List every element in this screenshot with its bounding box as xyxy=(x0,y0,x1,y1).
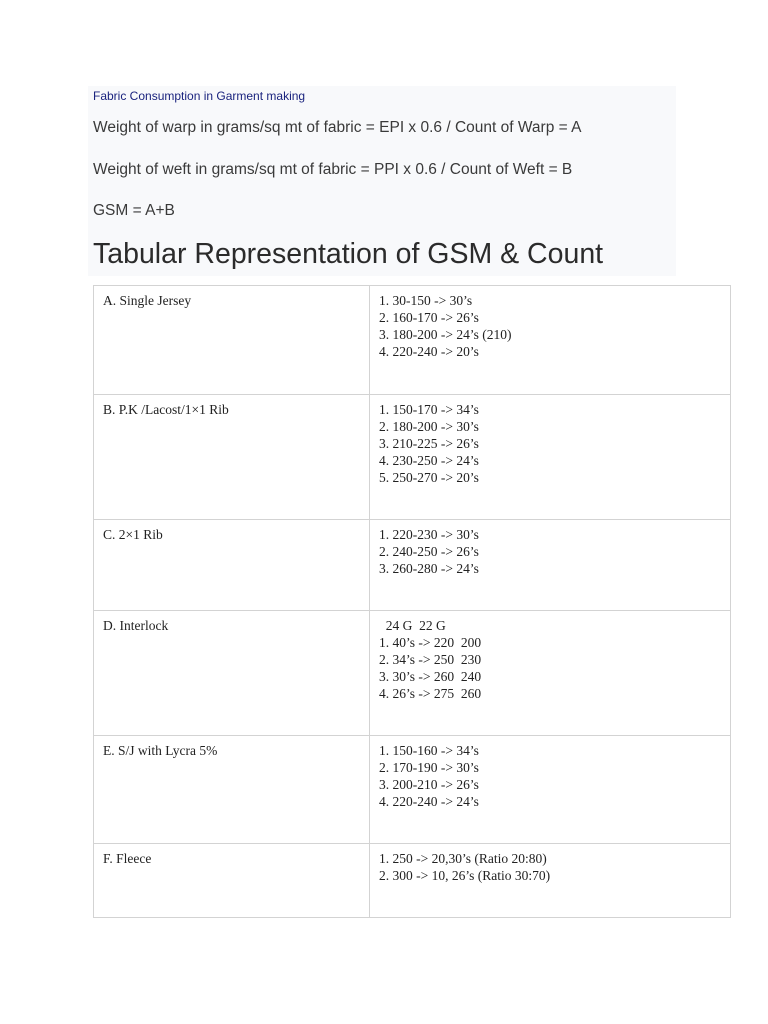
gsm-count-line: 1. 30-150 -> 30’s xyxy=(379,293,473,308)
gsm-count-line: 2. 160-170 -> 26’s xyxy=(379,310,479,325)
gsm-count-cell xyxy=(370,736,731,844)
gsm-count-line: 1. 220-230 -> 30’s xyxy=(379,527,479,542)
gsm-count-line: 1. 250 -> 20,30’s (Ratio 20:80) xyxy=(379,851,547,866)
gsm-count-line: 3. 210-225 -> 26’s xyxy=(379,436,479,451)
gsm-count-line: 1. 150-160 -> 34’s xyxy=(379,743,479,758)
gsm-count-table xyxy=(93,285,731,918)
table-row xyxy=(94,286,731,395)
fabric-name: F. Fleece xyxy=(103,851,152,866)
fabric-name: E. S/J with Lycra 5% xyxy=(103,743,218,758)
table-row xyxy=(94,844,731,918)
fabric-name: D. Interlock xyxy=(103,618,169,633)
gsm-count-line: 2. 300 -> 10, 26’s (Ratio 30:70) xyxy=(379,868,551,883)
fabric-cell xyxy=(94,395,370,520)
fabric-cell xyxy=(94,611,370,736)
gsm-count-line: 5. 250-270 -> 20’s xyxy=(379,470,479,485)
fabric-name: A. Single Jersey xyxy=(103,293,192,308)
gsm-count-line: 1. 150-170 -> 34’s xyxy=(379,402,479,417)
gsm-count-line: 4. 230-250 -> 24’s xyxy=(379,453,479,468)
fabric-name: B. P.K /Lacost/1×1 Rib xyxy=(103,402,229,417)
table-row xyxy=(94,520,731,611)
weft-weight-formula: Weight of weft in grams/sq mt of fabric = PPI x 0.6 / Count of Weft = B xyxy=(93,161,573,178)
gsm-count-line: 4. 26’s -> 275 260 xyxy=(379,686,482,701)
page-title: Tabular Representation of GSM & Count xyxy=(93,238,604,270)
article-link[interactable]: Fabric Consumption in Garment making xyxy=(93,89,306,103)
gsm-count-line: 3. 180-200 -> 24’s (210) xyxy=(379,327,512,342)
fabric-cell xyxy=(94,736,370,844)
fabric-cell xyxy=(94,844,370,918)
gsm-count-line: 1. 40’s -> 220 200 xyxy=(379,635,482,650)
gsm-count-line: 3. 30’s -> 260 240 xyxy=(379,669,482,684)
gsm-count-cell xyxy=(370,611,731,736)
gsm-count-cell xyxy=(370,286,731,395)
fabric-cell xyxy=(94,520,370,611)
gsm-count-cell xyxy=(370,520,731,611)
gsm-count-line: 2. 170-190 -> 30’s xyxy=(379,760,479,775)
table-row xyxy=(94,395,731,520)
gauge-header-line: 24 G 22 G xyxy=(379,618,446,633)
gsm-count-line: 3. 200-210 -> 26’s xyxy=(379,777,479,792)
gsm-count-line: 3. 260-280 -> 24’s xyxy=(379,561,479,576)
fabric-cell xyxy=(94,286,370,395)
gsm-count-line: 4. 220-240 -> 20’s xyxy=(379,344,479,359)
warp-weight-formula: Weight of warp in grams/sq mt of fabric = EPI x 0.6 / Count of Warp = A xyxy=(93,119,582,136)
table-row xyxy=(94,736,731,844)
table-row xyxy=(94,611,731,736)
gsm-count-cell xyxy=(370,844,731,918)
gsm-count-line: 2. 180-200 -> 30’s xyxy=(379,419,479,434)
fabric-name: C. 2×1 Rib xyxy=(103,527,163,542)
gsm-count-line: 2. 240-250 -> 26’s xyxy=(379,544,479,559)
gsm-count-line: 4. 220-240 -> 24’s xyxy=(379,794,479,809)
gsm-count-line: 2. 34’s -> 250 230 xyxy=(379,652,482,667)
gsm-formula: GSM = A+B xyxy=(93,202,175,219)
gsm-count-cell xyxy=(370,395,731,520)
